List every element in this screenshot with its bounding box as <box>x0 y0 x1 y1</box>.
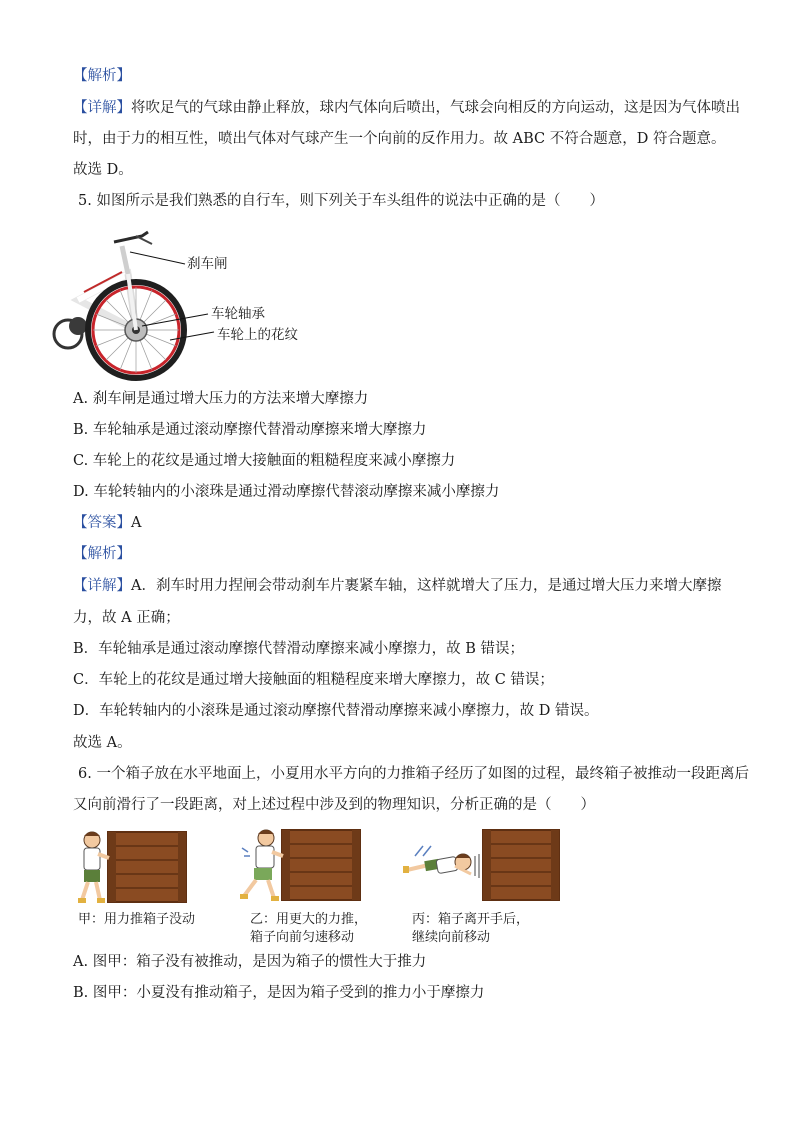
panel-bing-illustration <box>403 826 563 904</box>
detail-text: 将吹足气的气球由静止释放，球内气体向后喷出，气球会向相反的方向运动，这是因为气体喷出 <box>131 100 740 116</box>
crate-icon <box>282 830 360 900</box>
leader-line-pattern <box>170 332 214 340</box>
figure-label-brake: 刹车闸 <box>187 256 228 272</box>
caption-bing-line2: 继续向前移动 <box>412 930 491 945</box>
option-c: C. 车轮上的花纹是通过增大接触面的粗糙程度来减小摩擦力 <box>73 453 456 469</box>
question-5-stem: 5. 如图所示是我们熟悉的自行车，则下列关于车头组件的说法中正确的是（ ） <box>78 193 604 209</box>
option-b: B. 车轮轴承是通过滚动摩擦代替滑动摩擦来增大摩擦力 <box>73 422 427 438</box>
detail-line-d: D．车轮转轴内的小滚珠是通过滚动摩擦代替滑动摩擦来减小摩擦力，故 D 错误。 <box>73 703 599 719</box>
q6-option-a: A. 图甲：箱子没有被推动，是因为箱子的惯性大于推力 <box>73 954 427 970</box>
analysis-tag: 【解析】 <box>73 68 131 84</box>
detail-line-a <box>73 576 721 596</box>
question-6-stem-line2: 又向前滑行了一段距离，对上述过程中涉及到的物理知识，分析正确的是（ ） <box>73 797 595 813</box>
panel-yi-illustration <box>240 826 364 904</box>
crate-icon <box>483 830 559 900</box>
motion-lines-icon <box>242 848 250 856</box>
detail-tag: 【详解】 <box>73 100 131 116</box>
detail-text-line2: 时，由于力的相互性，喷出气体对气球产生一个向前的反作用力。故 ABC 不符合题意，D 符合题意。 <box>73 131 726 147</box>
option-a: A. 刹车闸是通过增大压力的方法来增大摩擦力 <box>73 391 369 407</box>
detail-paragraph-line <box>73 98 740 118</box>
answer-line <box>73 513 141 533</box>
bicycle-figure <box>70 222 200 380</box>
detail-line-c: C．车轮上的花纹是通过增大接触面的粗糙程度来增大摩擦力，故 C 错误； <box>73 672 554 688</box>
caption-yi-line2: 箱子向前匀速移动 <box>250 930 355 945</box>
figure-label-bearing: 车轮轴承 <box>211 306 265 322</box>
caption-yi-line1: 乙：用更大的力推， <box>250 912 368 927</box>
conclusion-q5: 故选 A。 <box>73 735 132 751</box>
crate-icon <box>108 832 186 902</box>
caption-bing-line1: 丙：箱子离开手后， <box>412 912 530 927</box>
leader-line-brake <box>130 252 185 264</box>
option-d: D. 车轮转轴内的小滚珠是通过滑动摩擦代替滚动摩擦来减小摩擦力 <box>73 484 500 500</box>
detail-line-b: B．车轮轴承是通过滚动摩擦代替滑动摩擦来减小摩擦力，故 B 错误； <box>73 641 525 657</box>
panel-jia-illustration <box>78 826 190 904</box>
detail-text-a: A．刹车时用力捏闸会带动刹车片裹紧车轴，这样就增大了压力，是通过增大压力来增大摩擦 <box>131 578 722 594</box>
boy-pushing-icon <box>240 830 283 901</box>
analysis-tag-q5: 【解析】 <box>73 546 131 562</box>
boy-pushing-icon <box>78 832 109 903</box>
q6-option-b: B. 图甲：小夏没有推动箱子，是因为箱子受到的推力小于摩擦力 <box>73 985 485 1001</box>
caption-jia: 甲：用力推箱子没动 <box>78 912 196 927</box>
detail-tag-q5: 【详解】 <box>73 578 131 594</box>
conclusion: 故选 D。 <box>73 162 133 178</box>
question-6-stem-line1: 6. 一个箱子放在水平地面上，小夏用水平方向的力推箱子经历了如图的过程，最终箱子被推动一段距离后 <box>78 766 749 782</box>
boy-falling-icon <box>403 846 471 874</box>
motion-lines-icon <box>475 854 479 878</box>
detail-line-a2: 力，故 A 正确； <box>73 610 180 626</box>
figure-label-tread: 车轮上的花纹 <box>217 327 298 343</box>
answer-value: A <box>131 515 142 531</box>
answer-tag: 【答案】 <box>73 515 131 531</box>
